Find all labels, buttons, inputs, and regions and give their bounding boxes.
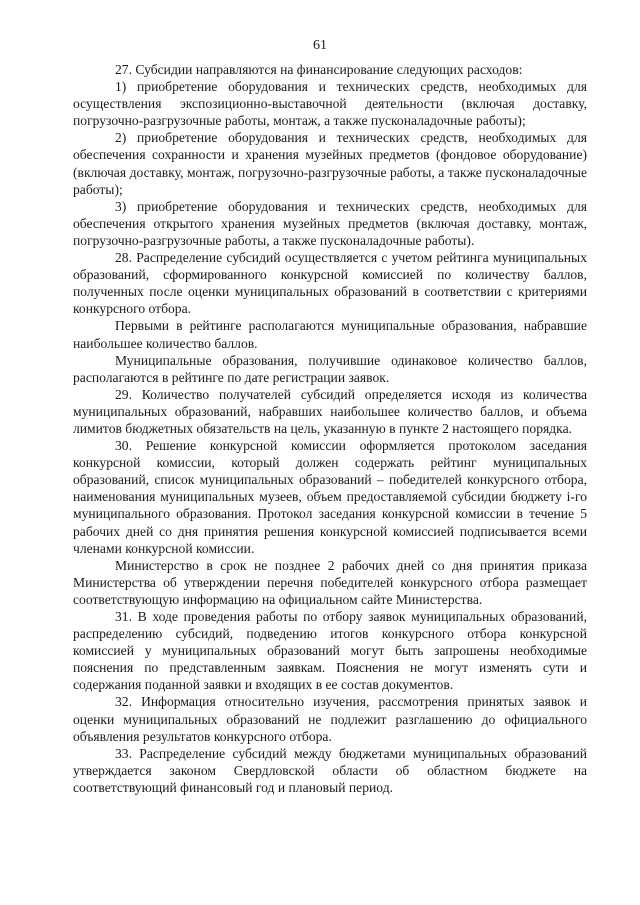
page-number: 61 <box>313 38 327 53</box>
paragraph-28-equal-points: Муниципальные образования, получившие одинаковое количество баллов, располагаются в рейтинге по дате регистрации заявок. <box>73 352 587 385</box>
paragraph-32: 32. Информация относительно изучения, рассмотрения принятых заявок и оценки муниципальных образований не подлежит разглашению до официального объявления результатов конкурсного отбора. <box>73 694 587 744</box>
paragraph-28-rating-first: Первыми в рейтинге располагаются муниципальные образования, набравшие наибольшее количество баллов. <box>73 318 587 351</box>
paragraph-27-item-2: 2) приобретение оборудования и технических средств, необходимых для обеспечения сохранности и хранения музейных предметов (фондовое оборудование) (включая доставку, монтаж, погрузочно-разгрузочные работы, а также пусконаладочные работы); <box>73 130 587 197</box>
paragraph-33: 33. Распределение субсидий между бюджетами муниципальных образований утверждается законом Свердловской области об областном бюджете на соответствующий финансовый год и плановый период. <box>73 745 587 795</box>
paragraph-31: 31. В ходе проведения работы по отбору заявок муниципальных образований, распределению субсидий, подведению итогов конкурсного отбора конкурсной комиссией у муниципальных образований могут быть запрошены необходимые пояснения по представленным заявкам. Пояснения не могут изменять сути и содержания поданной заявки и входящих в ее состав документов. <box>73 609 587 693</box>
paragraph-30: 30. Решение конкурсной комиссии оформляется протоколом заседания конкурсной комиссии, который должен содержать рейтинг муниципальных образований, список муниципальных образований – победителей конкурсного отбора, наименования муниципальных музеев, объем предоставляемой субсидии бюджету i-го муниципального образования. Протокол заседания конкурсной комиссии в течение 5 рабочих дней со дня принятия решения конкурсной комиссией подписывается всеми членами конкурсной комиссии. <box>73 438 587 556</box>
paragraph-30-ministry: Министерство в срок не позднее 2 рабочих дней со дня принятия приказа Министерства об утверждении перечня победителей конкурсного отбора размещает соответствующую информацию на официальном сайте Министерства. <box>73 557 587 607</box>
paragraph-27-item-3: 3) приобретение оборудования и технических средств, необходимых для обеспечения открытого хранения музейных предметов (включая доставку, монтаж, погрузочно-разгрузочные работы, а также пусконаладочные работы). <box>73 198 587 248</box>
paragraph-28: 28. Распределение субсидий осуществляется с учетом рейтинга муниципальных образований, сформированного конкурсной комиссией по количеству баллов, полученных после оценки муниципальных образований в соответствии с критериями конкурсного отбора. <box>73 250 587 317</box>
paragraph-29: 29. Количество получателей субсидий определяется исходя из количества муниципальных образований, набравших наибольшее количество баллов, и объема лимитов бюджетных обязательств на цель, указанную в пункте 2 настоящего порядка. <box>73 386 587 436</box>
document-body <box>73 61 587 796</box>
paragraph-27-item-1: 1) приобретение оборудования и технических средств, необходимых для осуществления экспозиционно-выставочной деятельности (включая доставку, погрузочно-разгрузочные работы, монтаж, а также пусконаладочные работы); <box>73 79 587 129</box>
paragraph-27: 27. Субсидии направляются на финансирование следующих расходов: <box>115 62 523 77</box>
